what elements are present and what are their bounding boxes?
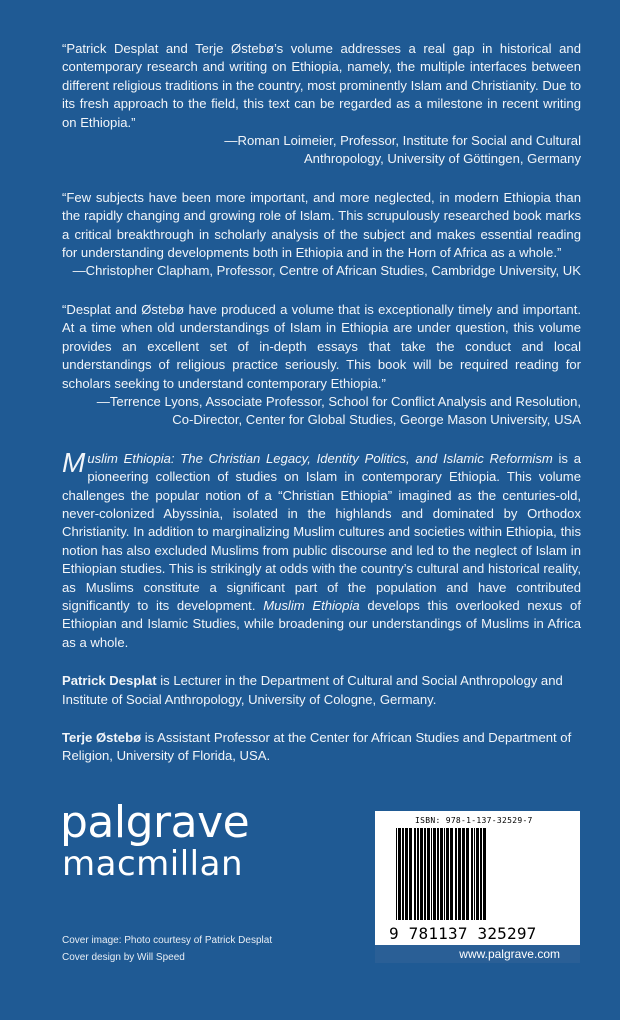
book-title: uslim Ethiopia: The Christian Legacy, Identity Politics, and Islamic Reformism: [87, 450, 553, 466]
barcode-box: [375, 811, 580, 951]
publisher-logo: [60, 797, 250, 884]
quote-text: “Few subjects have been more important, and more neglected, in modern Ethiopia than the rapidly changing and growing role of Islam. This scrupulously researched book marks a critical breakthrough in scholarly analysis of the subject and makes essential reading for understanding developments both in Ethiopia and in the Horn of Africa as a whole.”: [62, 189, 581, 261]
barcode-bar: [405, 828, 408, 920]
barcode-bars: [392, 828, 564, 922]
barcode-bar: [483, 828, 486, 920]
barcode-bar: [433, 828, 436, 920]
logo-line-2: macmillan: [62, 844, 243, 884]
description-text: develops this overlooked nexus of Ethiopian and Islamic Studies, while broadening our understandings of Muslims in Africa as a whole.: [62, 597, 581, 650]
cover-image-credit: Cover image: Photo courtesy of Patrick Desplat: [62, 935, 273, 946]
bio-text: is Assistant Professor at the Center for African Studies and Department of Religion, University of Florida, USA.: [62, 730, 572, 764]
barcode-bar: [417, 828, 419, 920]
text-column: [62, 40, 581, 786]
barcode-bar: [424, 828, 426, 920]
barcode-bar: [402, 828, 404, 920]
barcode-bar: [455, 828, 457, 920]
drop-cap: M: [62, 446, 86, 478]
barcode-bar: [476, 828, 479, 920]
barcode-bar: [471, 828, 473, 920]
barcode-bar: [444, 828, 445, 920]
cover-design-credit: Cover design by Will Speed: [62, 952, 185, 963]
barcode-bar: [414, 828, 416, 920]
book-title-short: Muslim Ethiopia: [263, 597, 360, 613]
publisher-url: www.palgrave.com: [459, 947, 560, 961]
isbn-digits: 9 781137 325297: [389, 924, 537, 943]
author-name: Patrick Desplat: [62, 673, 157, 689]
quote-attribution: —Christopher Clapham, Professor, Centre of African Studies, Cambridge University, UK: [72, 263, 581, 279]
barcode-bar: [480, 828, 482, 920]
quote-attribution: —Terrence Lyons, Associate Professor, School for Conflict Analysis and Resolution,: [96, 393, 581, 409]
quote-attribution: Anthropology, University of Göttingen, Germany: [303, 151, 581, 167]
quote-attribution: —Roman Loimeier, Professor, Institute for Social and Cultural: [224, 133, 581, 149]
barcode-bar: [396, 828, 397, 920]
book-description: [62, 446, 581, 652]
barcode-bar: [398, 828, 401, 920]
review-quote-3: [62, 301, 581, 430]
barcode-bar: [458, 828, 461, 920]
barcode-bar: [450, 828, 453, 920]
review-quote-2: [62, 189, 581, 281]
author-name: Terje Østebø: [62, 730, 142, 745]
isbn-label: ISBN: 978-1-137-32529-7: [415, 816, 533, 825]
review-quote-1: [62, 40, 581, 169]
cover-credits: [62, 932, 272, 966]
barcode-bar: [446, 828, 449, 920]
barcode-bar: [462, 828, 465, 920]
author-bio: [62, 729, 581, 766]
barcode-bar: [420, 828, 423, 920]
author-bio: [62, 672, 581, 709]
quote-text: “Desplat and Østebø have produced a volume that is exceptionally timely and important. At a time when old understandings of Islam in Ethiopia are under question, this volume provides an excellent set of in-depth essays that take the conduct and local understandings of religious practice seriously. This book will be required reading for scholars seeking to understand contemporary Ethiopia.”: [62, 301, 581, 391]
barcode-bar: [466, 828, 469, 920]
bio-text: is Lecturer in the Department of Cultural and Social Anthropology and Institute of Social Anthropology, University of Cologne, Germany.: [62, 673, 563, 707]
barcode-bar: [437, 828, 439, 920]
description-text: is a pioneering collection of studies on Islam in contemporary Ethiopia. This volume challenges the popular notion of a “Christian Ethiopia” imagined as the centuries-old, never-colonized Abyssinia, isolated in the highlands and dominated by Orthodox Christianity. In addition to marginalizing Muslim cultures and societies within Ethiopia, this notion has also excluded Muslims from public discourse and led to the neglect of Islam in Ethiopian studies. This is strikingly at odds with the country’s cultural and historical reality, as Muslims constitute a significant part of the population and have contributed significantly to its development.: [62, 450, 581, 613]
barcode-bar: [427, 828, 430, 920]
logo-line-1: palgrave: [60, 797, 250, 848]
barcode-bar: [409, 828, 412, 920]
quote-attribution: Co-Director, Center for Global Studies, George Mason University, USA: [172, 412, 581, 428]
barcode-bar: [431, 828, 432, 920]
quote-text: “Patrick Desplat and Terje Østebø’s volume addresses a real gap in historical and contemporary research and writing on Ethiopia, namely, the multiple interfaces between different religious traditions in the country, most prominently Islam and Christianity. Due to its fresh approach to the field, this text can be regarded as a milestone in recent writing on Ethiopia.”: [62, 41, 581, 130]
barcode-bar: [440, 828, 443, 920]
barcode-bar: [474, 828, 475, 920]
url-bar: [375, 945, 580, 963]
